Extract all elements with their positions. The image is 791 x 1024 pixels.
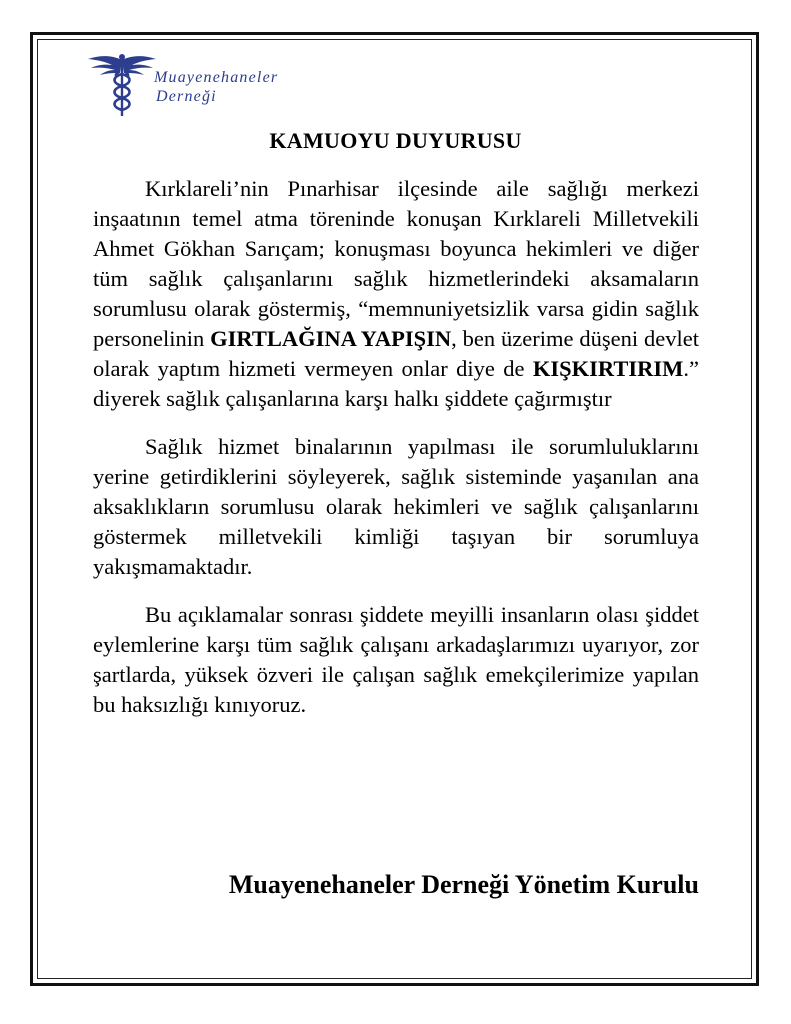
caduceus-icon <box>86 46 158 118</box>
paragraph-1 <box>93 174 699 414</box>
document-title: KAMUOYU DUYURUSU <box>269 128 522 153</box>
paragraph-1-text-b: , ben üzerime düşeni devlet olarak yaptım hizmeti vermeyen onlar diye de <box>93 326 699 381</box>
paragraph-1-text-a: Kırklareli’nin Pınarhisar ilçesinde aile sağlığı merkezi inşaatının temel atma töreninde konuşan Kırklareli Milletvekili Ahmet Gökhan Sarıçam; konuşması boyunca hekimleri ve diğer tüm sağlık çalışanlarını sağlık hizmetlerindeki aksamaların sorumlusu olarak göstermiş, “memnuniyetsizlik varsa gidin sağlık personelinin <box>93 176 699 351</box>
paragraph-3: Bu açıklamalar sonrası şiddete meyilli insanların olası şiddet eylemlerine karşı tüm sağlık çalışanı arkadaşlarımızı uyarıyor, zor şartlarda, yüksek özveri ile çalışan sağlık emekçilerimize yapılan bu haksızlığı kınıyoruz. <box>93 602 699 717</box>
paragraph-1-bold-b: KIŞKIRTIRIM <box>532 356 684 381</box>
association-logo <box>86 46 279 118</box>
paragraph-1-text-c: .” diyerek sağlık çalışanlarına karşı halkı şiddete çağırmıştır <box>93 356 699 411</box>
paragraph-2: Sağlık hizmet binalarının yapılması ile sorumluluklarını yerine getirdiklerini söyleyerek, sağlık sisteminde yaşanılan ana aksaklıkların sorumlusu olarak hekimleri ve sağlık çalışanlarını göstermek milletvekili kimliği taşıyan bir sorumluya yakışmamaktadır. <box>93 434 699 579</box>
signature: Muayenehaneler Derneği Yönetim Kurulu <box>228 870 699 899</box>
logo-line-1: Muayenehaneler <box>154 69 279 86</box>
paragraph-1-bold-a: GIRTLAĞINA YAPIŞIN <box>210 326 452 351</box>
logo-line-2: Derneği <box>156 88 217 105</box>
logo-text <box>154 68 278 106</box>
document-body <box>93 174 699 738</box>
